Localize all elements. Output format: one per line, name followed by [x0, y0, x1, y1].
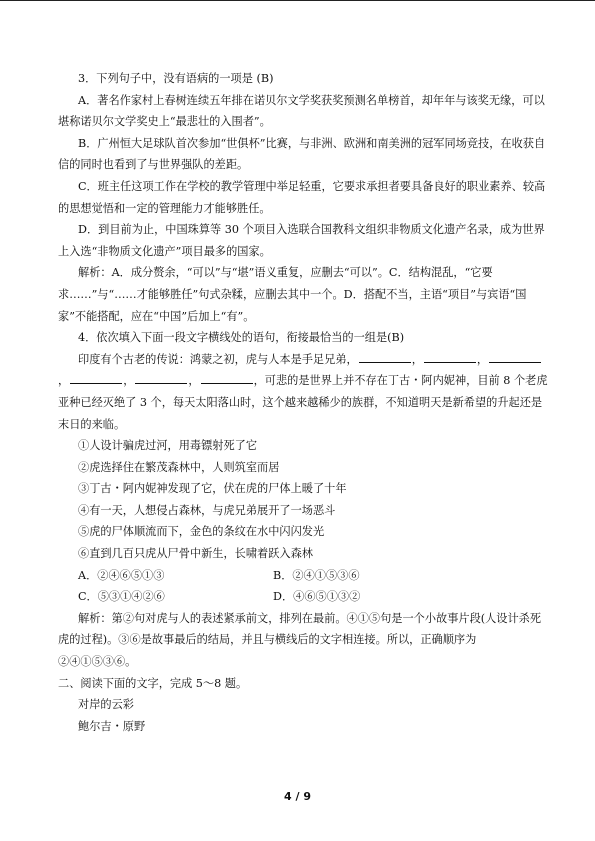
q4-option-a: A．②④⑥⑤①③ [78, 568, 165, 582]
q3-option-b: B．广州恒大足球队首次参加“世俱杯”比赛，与非洲、欧洲和南美洲的冠军同场竞技，在收获自信的同时也看到了与世界强队的差距。 [58, 136, 546, 172]
q3-analysis: 解析：A．成分赘余，“可以”与“堪”语义重复，应删去“可以”。C．结构混乱，“它要求……”与“……才能够胜任”句式杂糅，应删去其中一个。D．搭配不当，主语“项目”与宾语“国家”不能搭配，应在“中国”后加上“有”。 [58, 266, 527, 323]
q3-option-a: A．著名作家村上春树连续五年排在诺贝尔文学奖获奖预测名单榜首，却年年与该奖无缘，可以堪称诺贝尔文学奖史上“最悲壮的入围者”。 [58, 93, 545, 129]
q4-stem: 4．依次填入下面一段文字横线处的语句，衔接最恰当的一组是(B) [78, 331, 405, 345]
q4-option-b: B．②④①⑤③⑥ [273, 568, 360, 582]
q4-item: ⑥直到几百只虎从尸骨中新生，长啸着跃入森林 [78, 547, 313, 561]
page-top-rule [0, 0, 595, 1]
article-title: 对岸的云彩 [78, 698, 134, 712]
section-2-heading: 二、阅读下面的文字，完成 5～8 题。 [58, 676, 248, 690]
q4-item: ③丁古・阿内妮神发现了它，伏在虎的尸体上暖了十年 [78, 482, 347, 496]
blank-2 [424, 350, 476, 363]
q4-item: ②虎选择住在繁茂森林中，人则筑室而居 [78, 460, 280, 474]
q3-option-d: D．到目前为止，中国珠算等 30 个项目入选联合国教科文组织非物质文化遗产名录，成为世界上入选“非物质文化遗产”项目最多的国家。 [58, 223, 545, 258]
q4-option-c: C．⑤③①④②⑥ [78, 590, 165, 604]
q4-passage-mid: ，可悲的是世界上并不存在丁古・阿内妮神，目前 8 个老虎亚种已经灭绝了 3 个，每天太阳落山时，这个越来越稀少的族群，不知道明天是新希望的升起还是末日的来临。 [58, 374, 548, 431]
q3-option-c: C．班主任这项工作在学校的教学管理中举足轻重，它要求承担者要具备良好的职业素养、较高的思想觉悟和一定的管理能力才能够胜任。 [58, 179, 546, 215]
q4-item: ④有一天，人想侵占森林，与虎兄弟展开了一场恶斗 [78, 503, 336, 517]
blank-1 [359, 350, 411, 363]
q4-options-row-2 [58, 586, 548, 608]
page-number: 4 / 9 [284, 790, 311, 803]
q4-options-row-1 [58, 565, 548, 587]
q4-passage-start: 印度有个古老的传说：鸿蒙之初，虎与人本是手足兄弟， [78, 352, 358, 366]
document-body [58, 68, 548, 737]
q4-item: ①人设计骗虎过河，用毒镖射死了它 [78, 439, 258, 453]
blank-6 [201, 371, 253, 384]
blank-3 [489, 350, 541, 363]
article-author: 鲍尔吉・原野 [78, 719, 146, 733]
q3-stem: 3．下列句子中，没有语病的一项是 (B) [78, 72, 274, 85]
q4-item: ⑤虎的尸体顺流而下，金色的条纹在水中闪闪发光 [78, 525, 325, 539]
q4-option-d: D．④⑥⑤①③② [273, 590, 361, 604]
blank-4 [70, 371, 122, 384]
q4-passage: 印度有个古老的传说：鸿蒙之初，虎与人本是手足兄弟， ， ，， ， ， ，可悲的是世界上并不存在丁古・阿内妮神，目前 8 个老虎亚种已经灭绝了 3 个，每天太阳落山时，这个越来越稀少的族群，不知道明天是新希望的升起还是末日的来临。 [58, 349, 548, 435]
q4-analysis: 解析：第②句对虎与人的表述紧承前文，排列在最前。④①⑤句是一个小故事片段(人设计杀死虎的过程)。③⑥是故事最后的结局，并且与横线后的文字相连接。所以，正确顺序为②④①⑤③⑥。 [58, 611, 542, 669]
blank-5 [135, 371, 187, 384]
